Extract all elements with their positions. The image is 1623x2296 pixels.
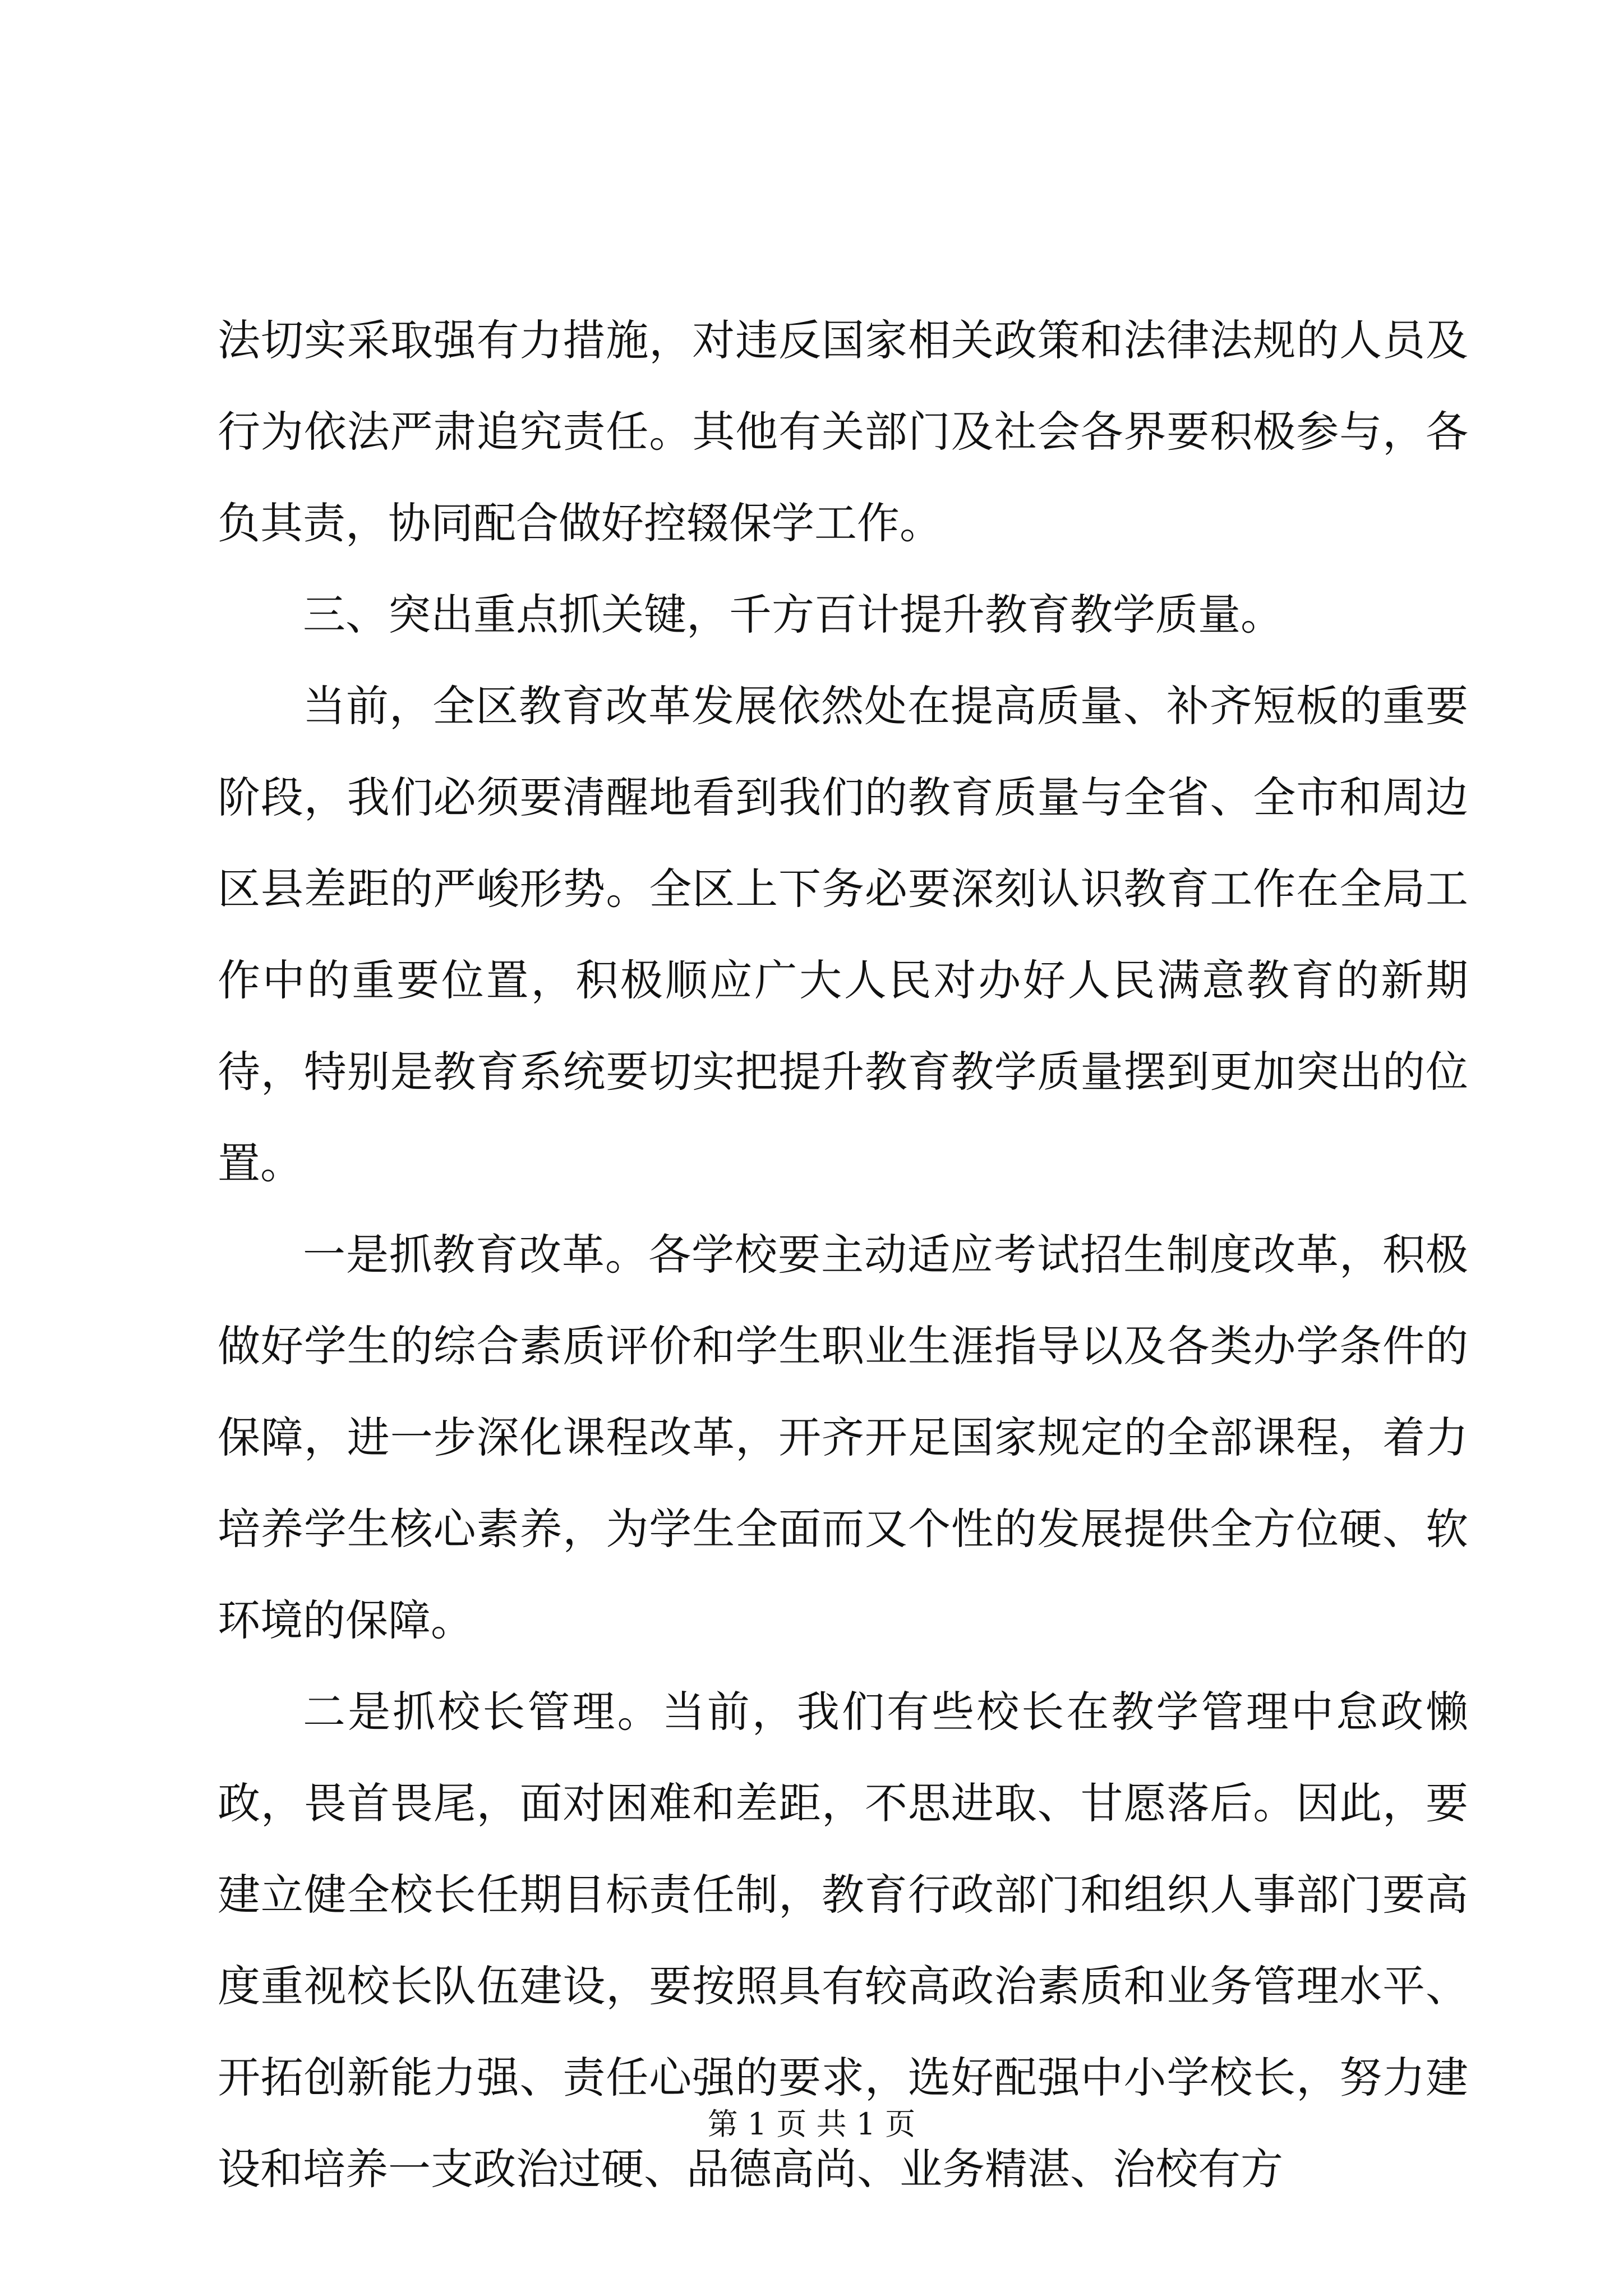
document-body [218, 295, 1468, 2215]
page-footer: 第 1 页 共 1 页 [707, 2106, 916, 2142]
paragraph-principal-management: 二是抓校长管理。当前，我们有些校长在教学管理中怠政懒政，畏首畏尾，面对困难和差距，不思进取、甘愿落后。因此，要建立健全校长任期目标责任制，教育行政部门和组织人事部门要高度重视校长队伍建设，要按照具有较高政治素质和业务管理水平、开拓创新能力强、责任心强的要求，选好配强中小学校长，努力建设和培养一支政治过硬、品德高尚、业务精湛、治校有方 [218, 1687, 1468, 2194]
paragraph-current-situation: 当前，全区教育改革发展依然处在提高质量、补齐短板的重要阶段，我们必须要清醒地看到我们的教育质量与全省、全市和周边区县差距的严峻形势。全区上下务必要深刻认识教育工作在全局工作中的重要位置，积极顺应广大人民对办好人民满意教育的新期待，特别是教育系统要切实把提升教育教学质量摆到更加突出的位置。 [218, 681, 1468, 1188]
paragraph-education-reform: 一是抓教育改革。各学校要主动适应考试招生制度改革，积极做好学生的综合素质评价和学生职业生涯指导以及各类办学条件的保障，进一步深化课程改革，开齐开足国家规定的全部课程，着力培养学生核心素养，为学生全面而又个性的发展提供全方位硬、软环境的保障。 [218, 1230, 1468, 1645]
paragraph-continuation: 法切实采取强有力措施，对违反国家相关政策和法律法规的人员及行为依法严肃追究责任。其他有关部门及社会各界要积极参与，各负其责，协同配合做好控辍保学工作。 [218, 315, 1468, 548]
section-heading: 三、突出重点抓关键，千方百计提升教育教学质量。 [303, 590, 1283, 639]
